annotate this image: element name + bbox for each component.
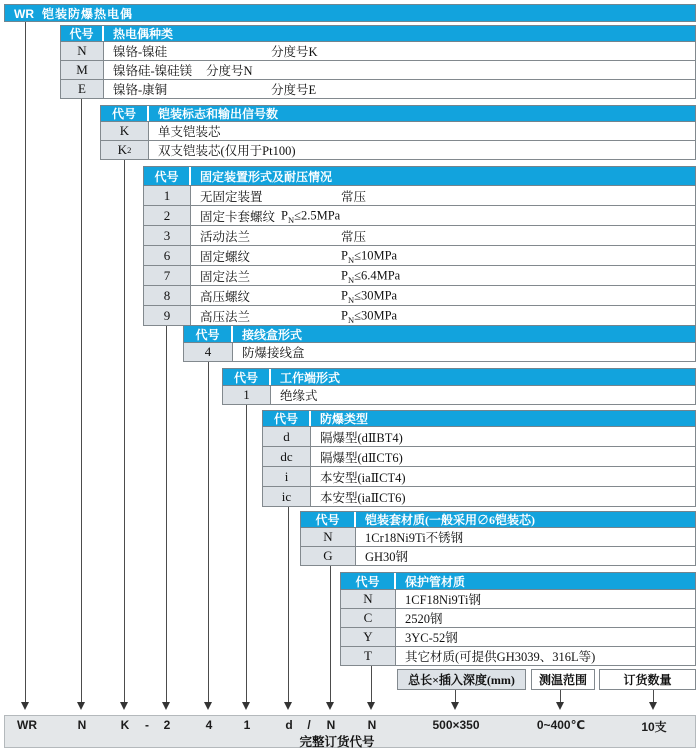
code-cell: Y [341,628,396,646]
pressure-spec [341,288,397,303]
table-row [300,528,696,547]
desc-cell [104,80,695,98]
desc-text: 1Cr18Ni9Ti不锈钢 [365,531,464,545]
section-thermocouple-type [60,25,696,99]
code-column-header: 代号 [341,573,396,589]
desc-text: 镍铬-康铜 [113,83,168,97]
order-code-part: d [285,718,293,732]
order-code-caption: 完整订货代号 [299,735,375,749]
desc-cell [233,343,695,361]
section-working-end [222,368,696,405]
arrow-down-icon [242,702,250,710]
code-cell: 8 [144,286,191,305]
code-column-header: 代号 [263,411,311,426]
arrow-down-icon [77,702,85,710]
section-sheath-material [300,511,696,566]
section-fixing-device [143,166,696,326]
arrow-down-icon [649,702,657,710]
desc-cell [311,447,695,466]
spec-text: 分度号K [271,45,318,59]
section-title: 热电偶种类 [113,27,174,41]
order-code-part: N [367,718,377,732]
table-row [143,226,696,246]
order-code-part: WR [17,718,37,732]
desc-cell [396,647,695,665]
desc-text: 固定卡套螺纹 [200,209,276,224]
table-row [340,647,696,666]
order-code-bar [4,715,696,748]
pressure-spec [341,268,400,283]
desc-text: 双支铠装芯(仅用于Pt100) [158,144,296,158]
table-row [143,286,696,306]
connector-line [166,326,167,702]
desc-text: 隔爆型(dⅡCT6) [320,450,403,465]
order-code-part: N [77,718,87,732]
order-code-part: N [326,718,336,732]
desc-cell [356,528,695,546]
desc-text: GH30钢 [365,550,409,564]
section-header [340,572,696,590]
table-row [262,487,696,507]
desc-text: 无固定装置 [200,189,263,204]
order-code-part: K [120,718,130,732]
section-header [300,511,696,528]
desc-cell [191,266,695,285]
code-cell: N [61,42,104,60]
arrow-down-icon [284,702,292,710]
desc-text: 1CF18Ni9Ti钢 [405,593,481,607]
desc-cell [104,61,695,79]
section-title: 固定装置形式及耐压情况 [200,169,333,184]
table-row [340,609,696,628]
section-header [143,166,696,186]
desc-cell [191,306,695,325]
code-cell: 1 [223,386,271,404]
section-header [100,105,696,122]
desc-text: 2520钢 [405,612,443,626]
code-column-header: 代号 [184,326,233,342]
table-row [143,306,696,326]
desc-text: 3YC-52钢 [405,631,458,645]
section-explosion-proof-type [262,410,696,507]
spec-subscript: N [347,254,355,265]
connector-line [288,507,289,702]
section-sheath-mark [100,105,696,160]
product-code: WR [14,7,34,21]
spec-pre: P [341,288,348,302]
desc-text: 固定法兰 [200,269,251,284]
table-row [262,467,696,487]
spec-post: ≤30MPa [354,308,398,322]
table-row [262,447,696,467]
footer-order-qty-cell [599,669,696,690]
table-row [183,343,696,362]
code-cell: 4 [184,343,233,361]
code-cell: 2 [144,206,191,225]
code-text: K [117,142,128,157]
footer-temp-range-cell [531,669,595,690]
section-header [183,325,696,343]
desc-text: 镍铬-镍硅 [113,45,168,59]
section-header [60,25,696,42]
code-column-header: 代号 [301,512,356,527]
table-row [262,427,696,447]
footer-label: 总长×插入深度(mm) [408,673,515,687]
order-code-separator: / [307,718,311,732]
connector-line [371,666,372,702]
code-column-header: 代号 [223,369,271,385]
table-row [143,246,696,266]
pressure-spec [341,308,397,323]
spec-text: 常压 [341,189,367,204]
desc-text: 隔爆型(dⅡBT4) [320,430,403,445]
order-code-part: 2 [163,718,171,732]
desc-text: 高压螺纹 [200,289,251,304]
spec-subscript: N [347,314,355,325]
section-title: 保护管材质 [405,574,466,589]
connector-line [25,22,26,702]
table-row [60,80,696,99]
product-name: 铠装防爆热电偶 [42,7,134,21]
desc-cell [396,590,695,608]
desc-cell [104,42,695,60]
code-cell: T [341,647,396,665]
connector-line [246,405,247,702]
desc-text: 活动法兰 [200,229,251,244]
desc-cell [149,141,695,159]
arrow-down-icon [120,702,128,710]
spec-post: ≤6.4MPa [354,268,401,282]
desc-cell [396,609,695,627]
table-row [100,122,696,141]
desc-cell [149,122,695,140]
code-column-header: 代号 [61,26,104,41]
arrow-down-icon [451,702,459,710]
connector-line [124,160,125,702]
order-code-part: 500×350 [432,718,480,732]
desc-text: 本安型(iaⅡCT6) [320,490,406,505]
code-column-header: 代号 [101,106,149,121]
order-code-part: 0~400℃ [536,718,586,732]
order-code-part: 10支 [641,720,667,734]
desc-cell [311,467,695,486]
connector-line [81,99,82,702]
table-row [60,61,696,80]
spec-pre: P [281,208,288,222]
order-code-part: 4 [205,718,213,732]
order-code-part: 1 [243,718,251,732]
table-row [100,141,696,160]
section-protection-tube-material [340,572,696,666]
spec-subscript: N [347,274,355,285]
section-title: 铠装标志和输出信号数 [158,107,279,121]
desc-cell [396,628,695,646]
desc-text: 防爆接线盒 [242,346,305,360]
spec-subscript: N [287,214,295,225]
desc-cell [191,246,695,265]
connector-line [208,362,209,702]
connector-line [455,690,456,702]
table-row [60,42,696,61]
desc-cell [191,206,695,225]
desc-cell [191,186,695,205]
arrow-down-icon [367,702,375,710]
spec-post: ≤30MPa [354,288,398,302]
table-row [143,266,696,286]
code-cell: d [263,427,311,446]
code-cell: 9 [144,306,191,325]
spec-pre: P [341,308,348,322]
arrow-down-icon [21,702,29,710]
table-row [143,186,696,206]
desc-text: 镍铬硅-镍硅镁 [113,64,193,78]
spec-text: 分度号N [206,64,253,78]
code-cell: E [61,80,104,98]
section-title: 接线盒形式 [242,327,303,342]
pressure-spec [341,248,397,263]
connector-line [653,690,654,702]
footer-label: 订货数量 [623,673,672,687]
table-row [222,386,696,405]
code-cell: K [101,122,149,140]
desc-text: 固定螺纹 [200,249,251,264]
section-title: 防爆类型 [320,412,369,426]
code-cell: C [341,609,396,627]
desc-text: 单支铠装芯 [158,125,221,139]
connector-line [330,566,331,702]
desc-text: 其它材质(可提供GH3039、316L等) [405,650,596,664]
code-cell: G [301,547,356,565]
section-header [222,368,696,386]
desc-cell [271,386,695,404]
code-cell: N [341,590,396,608]
desc-cell [311,487,695,506]
section-title: 工作端形式 [280,370,341,385]
arrow-down-icon [326,702,334,710]
footer-label: 测温范围 [538,673,587,687]
spec-post: ≤10MPa [354,248,398,262]
title-bar [4,4,696,22]
order-code-separator: - [145,718,149,732]
desc-text: 绝缘式 [280,389,318,403]
desc-text: 本安型(iaⅡCT4) [320,470,406,485]
desc-cell [191,226,695,245]
code-cell: dc [263,447,311,466]
section-title: 铠装套材质(一般采用∅6铠装芯) [365,513,535,527]
spec-pre: P [341,248,348,262]
desc-cell [191,286,695,305]
code-cell: i [263,467,311,486]
desc-cell [356,547,695,565]
section-header [262,410,696,427]
code-cell: 3 [144,226,191,245]
spec-subscript: N [347,294,355,305]
arrow-down-icon [556,702,564,710]
table-row [340,628,696,647]
spec-text: 常压 [341,229,367,244]
code-cell: ic [263,487,311,506]
section-junction-box [183,325,696,362]
arrow-down-icon [204,702,212,710]
code-cell: 1 [144,186,191,205]
desc-text: 高压法兰 [200,309,251,324]
spec-post: ≤2.5MPa [294,208,341,222]
code-cell: 6 [144,246,191,265]
spec-text: 分度号E [271,83,317,97]
table-row [340,590,696,609]
code-cell: 7 [144,266,191,285]
desc-cell [311,427,695,446]
table-row [300,547,696,566]
arrow-down-icon [162,702,170,710]
footer-length-depth-cell [397,669,526,690]
pressure-spec [281,208,340,223]
code-cell: N [301,528,356,546]
connector-line [560,690,561,702]
code-column-header: 代号 [144,167,191,185]
code-cell: K 2 [101,141,149,159]
code-cell: M [61,61,104,79]
table-row [143,206,696,226]
spec-pre: P [341,268,348,282]
